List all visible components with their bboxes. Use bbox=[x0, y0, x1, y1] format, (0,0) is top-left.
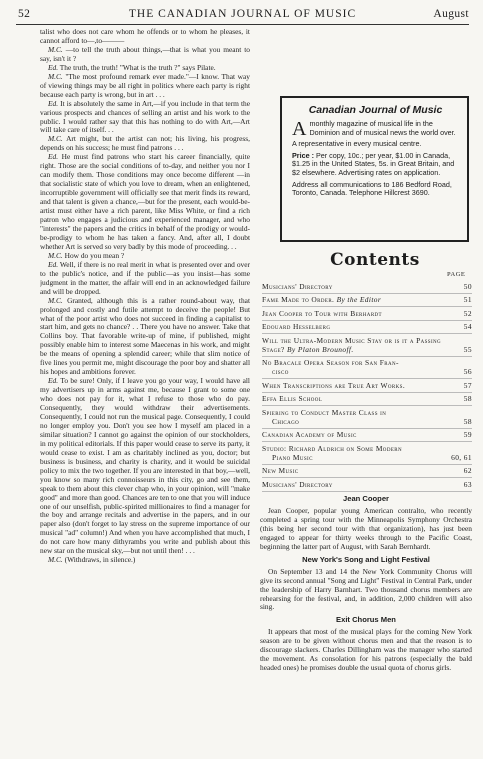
toc-byline: By the Editor bbox=[336, 295, 382, 304]
toc-title: Studio: Richard Aldrich on Some Modern bbox=[262, 443, 403, 453]
toc-page-number: 60, 61 bbox=[451, 452, 472, 462]
page-number: 52 bbox=[18, 8, 31, 20]
page-header bbox=[16, 6, 469, 22]
dialogue-paragraph bbox=[40, 556, 250, 565]
toc-title: Spiering to Conduct Master Class in bbox=[262, 407, 387, 417]
dialogue-text: talist who does not care whom he offends or to whom he pleases, it cannot afford to—,to——— bbox=[40, 28, 250, 45]
table-of-contents bbox=[262, 280, 472, 492]
toc-title: New Music bbox=[262, 466, 299, 475]
toc-entry[interactable] bbox=[262, 406, 472, 429]
toc-title: Musicians' Directory bbox=[262, 479, 333, 489]
news-body: On September 13 and 14 the New York Community Chorus will give its second annual "Song and Light" Festival in Central Park, under the leadership of Harry Barnhart. Two thousand chorus members are rehearsing for the festival, and, in addition, 2,000 children will also sing. bbox=[260, 566, 472, 612]
toc-title-continued: Chicago bbox=[272, 416, 300, 426]
toc-entry[interactable] bbox=[262, 429, 472, 443]
toc-page-number: 50 bbox=[463, 281, 472, 291]
dialogue-text: The truth, the truth! "What is the truth ?" says Pilate. bbox=[59, 62, 216, 72]
toc-page-number: 54 bbox=[463, 322, 472, 331]
news-heading: Exit Chorus Men bbox=[336, 615, 396, 625]
toc-page-number: 58 bbox=[463, 416, 472, 426]
page-column-label: PAGE bbox=[447, 271, 466, 278]
dialogue-paragraph bbox=[40, 135, 250, 153]
dialogue-text: How do you mean ? bbox=[64, 250, 125, 260]
speaker-label: Ed. bbox=[48, 259, 59, 269]
toc-entry[interactable] bbox=[262, 334, 472, 357]
toc-entry[interactable] bbox=[262, 393, 472, 407]
dialogue-paragraph bbox=[40, 73, 250, 100]
dialogue-text: "The most profound remark ever made."—I know. That way of viewing things may be all right in politics where each party is right because each party is wrong, but in art . . . bbox=[40, 71, 250, 99]
news-section bbox=[260, 491, 472, 676]
toc-title: No Bracale Opera Season for San Fran- bbox=[262, 358, 399, 367]
toc-entry[interactable] bbox=[262, 478, 472, 492]
toc-entry[interactable] bbox=[262, 307, 472, 321]
news-body: Jean Cooper, popular young American contralto, who recently completed a spring tour with the Minneapolis Symphony Orchestra (this being her second tour with that organization), has just been engaged to appear for thirty weeks through to the Pacific Coast, beginning the latter part of August, with Sarah Bernhardt. bbox=[260, 505, 472, 551]
dialogue-column bbox=[40, 28, 250, 758]
speaker-label: Ed. bbox=[48, 98, 59, 108]
contents-heading: Contents bbox=[330, 250, 420, 270]
speaker-label: M.C. bbox=[48, 555, 63, 565]
news-heading: New York's Song and Light Festival bbox=[302, 554, 430, 564]
dialogue-paragraph bbox=[40, 46, 250, 64]
toc-title: When Transcriptions are True Art Works. bbox=[262, 380, 406, 390]
dialogue-paragraph bbox=[40, 28, 250, 46]
dialogue-text: It is absolutely the same in Art,—if you include in that term the various prospects and chances of selling an artist and his work to the public. I would rather say that this has nothing to do with Art,—Art will take care of itself. . . bbox=[40, 98, 250, 135]
toc-title: Canadian Academy of Music bbox=[262, 430, 357, 439]
news-body: It appears that most of the musical plays for the coming New York season are to be given without chorus men and that the reason is to discourage slackers. Charles Dillingham was the manager who started the movement. As consolation for his patrons (especially the bald headed ones) he promises double the usual quota of chorus girls. bbox=[260, 627, 472, 673]
speaker-label: Ed. bbox=[48, 62, 59, 72]
dialogue-text: (Withdraws, in silence.) bbox=[64, 555, 136, 565]
issue-month: August bbox=[433, 8, 469, 20]
toc-page-number: 62 bbox=[463, 466, 472, 475]
toc-page-number: 59 bbox=[463, 430, 472, 439]
news-heading: Jean Cooper bbox=[343, 494, 389, 503]
speaker-label: M.C. bbox=[48, 71, 63, 81]
toc-title: Fame Made to Order. bbox=[262, 295, 335, 304]
toc-entry[interactable] bbox=[262, 465, 472, 479]
box-representative: A representative in every musical centre. bbox=[292, 139, 422, 149]
toc-page-number: 55 bbox=[463, 344, 472, 354]
toc-entry[interactable] bbox=[262, 280, 472, 294]
dialogue-paragraph bbox=[40, 297, 250, 378]
box-price: Price : Per copy, 10c.; per year, $1.00 in Canada, $1.25 in the United States, 5s. in Great Britain, and $2 elsewhere. Advertising rates on application. bbox=[292, 150, 455, 177]
dialogue-text: Granted, although this is a rather round-about way, that prolonged and costly and futile attempt to deceive the people! But what of the poor artist who does not succeed in finding a capitalist to start him, and gets no chance? . . There you have no answer. Take that Collins boy. That favorable write-up of mine, if published, might possibly enable him to interest some Maecenas in his work, and might be the means of opening a splendid career; while that slim notice of five lines you permit me, might discourage the poor boy and shatter all his hopes and ambitions forever. bbox=[40, 295, 250, 377]
dialogue-text: Well, if there is no real merit in what is presented over and over to the public's notice, and if the public—as you insist—has some judgment in the matter, the affair will end in an acknowledged failure and will be dropped. bbox=[40, 259, 250, 296]
toc-title-continued: Piano Music bbox=[272, 452, 313, 462]
toc-entry[interactable] bbox=[262, 442, 472, 465]
toc-page-number: 52 bbox=[463, 308, 472, 318]
dialogue-paragraph bbox=[40, 261, 250, 297]
dialogue-paragraph bbox=[40, 377, 250, 556]
toc-title: Effa Ellis School bbox=[262, 394, 323, 403]
box-address: Address all communications to 186 Bedford Road, Toronto, Canada. Telephone Hillcrest 3690. bbox=[292, 179, 452, 198]
toc-entry[interactable] bbox=[262, 321, 472, 335]
toc-title-continued: cisco bbox=[272, 367, 289, 376]
speaker-label: M.C. bbox=[48, 44, 63, 54]
toc-title: Musicians' Directory bbox=[262, 281, 333, 291]
dialogue-text: Art might, but the artist can not; his living, his progress, depends on his success; he must find patrons . . . bbox=[40, 134, 250, 153]
toc-entry[interactable] bbox=[262, 357, 472, 380]
toc-page-number: 63 bbox=[463, 479, 472, 489]
toc-page-number: 57 bbox=[463, 380, 472, 390]
dialogue-paragraph bbox=[40, 153, 250, 251]
toc-page-number: 56 bbox=[463, 367, 472, 376]
toc-page-number: 51 bbox=[463, 295, 472, 304]
toc-page-number: 58 bbox=[463, 394, 472, 403]
speaker-label: Ed. bbox=[48, 152, 59, 162]
speaker-label: M.C. bbox=[48, 134, 63, 144]
header-rule bbox=[16, 24, 469, 25]
toc-byline: By Platon Brounoff. bbox=[286, 344, 354, 354]
speaker-label: M.C. bbox=[48, 295, 63, 305]
dropcap-letter: A bbox=[292, 118, 307, 140]
toc-entry[interactable] bbox=[262, 379, 472, 393]
speaker-label: Ed. bbox=[48, 376, 59, 386]
box-description: A monthly magazine of musical life in the Dominion and of musical news the world over. bbox=[292, 118, 456, 140]
box-title: Canadian Journal of Music bbox=[308, 104, 443, 116]
toc-title: Jean Cooper to Tour with Berhardt bbox=[262, 308, 383, 318]
dialogue-text: —to tell the truth about things,—that is what you meant to say, isn't it ? bbox=[40, 44, 250, 63]
toc-title: Will the Ultra-Modern Music Stay or is it a Passing Stage? bbox=[262, 335, 442, 354]
subscription-box bbox=[280, 96, 469, 242]
dialogue-text: To be sure! Only, if I leave you go your way, I would have all my advertisers up in arms against me, because I grant to some one who does not pay for it, what I refuse to those who do pay. Consequently, they would withdraw their advertisements. Consequently, I could not run the musical page. Consequently, I could no longer employ you. Don't you see how I myself am placed in a similar situation? I cannot go against the opinion of our stockholders, in my political editorials. If this paper would cease to serve its party, it would cease to exist. I am as charitably inclined as you, doctor; but business is business, and charity is charity, and it would be suicidal policy to mix the two together. If you are interested in that boy,—well, you know so many rich connoisseurs in this city, go and see them, speak to them about this clever chap who, in your opinion, will "make good" and more than good. Chances are ten to one that you will induce one of our unselfish, public-spirited millionaires to find a manager for the boy and arrange recitals and advertise in the papers, and in our paper also (don't forget to lay stress on the supreme importance of our musical "ad" column!) And when you have accomplished that much, I do not care how many dithyrambs you write and publish about this new star on the musical sky,—but not until then! . . . bbox=[40, 376, 250, 556]
speaker-label: M.C. bbox=[48, 250, 63, 260]
dialogue-paragraph bbox=[40, 100, 250, 136]
dialogue-text: He must find patrons who start his career financially, quite right. Those are the social conditions of to-day, and neither you nor I can modify them. Those conditions may once become different —in that socialistic state of which you love to dream, when an enlightened, incorruptible government will officially see that merit finds its reward, and that talent is given a chance,—but for the present, each would-be-artist must either have a rich parent, like Miss White, or find a rich patron who engages a judicious and experienced manager, and who "interests" the papers and the critics in behalf of the prodigy or would-be-prodigy to whom he has taken a fancy. And, after all, I doubt whether Art is served so very badly by this mode of proceeding. . . bbox=[40, 152, 250, 251]
toc-entry[interactable] bbox=[262, 294, 472, 308]
journal-title: THE CANADIAN JOURNAL OF MUSIC bbox=[128, 8, 357, 20]
toc-title: Edouard Hesselberg bbox=[262, 322, 331, 331]
